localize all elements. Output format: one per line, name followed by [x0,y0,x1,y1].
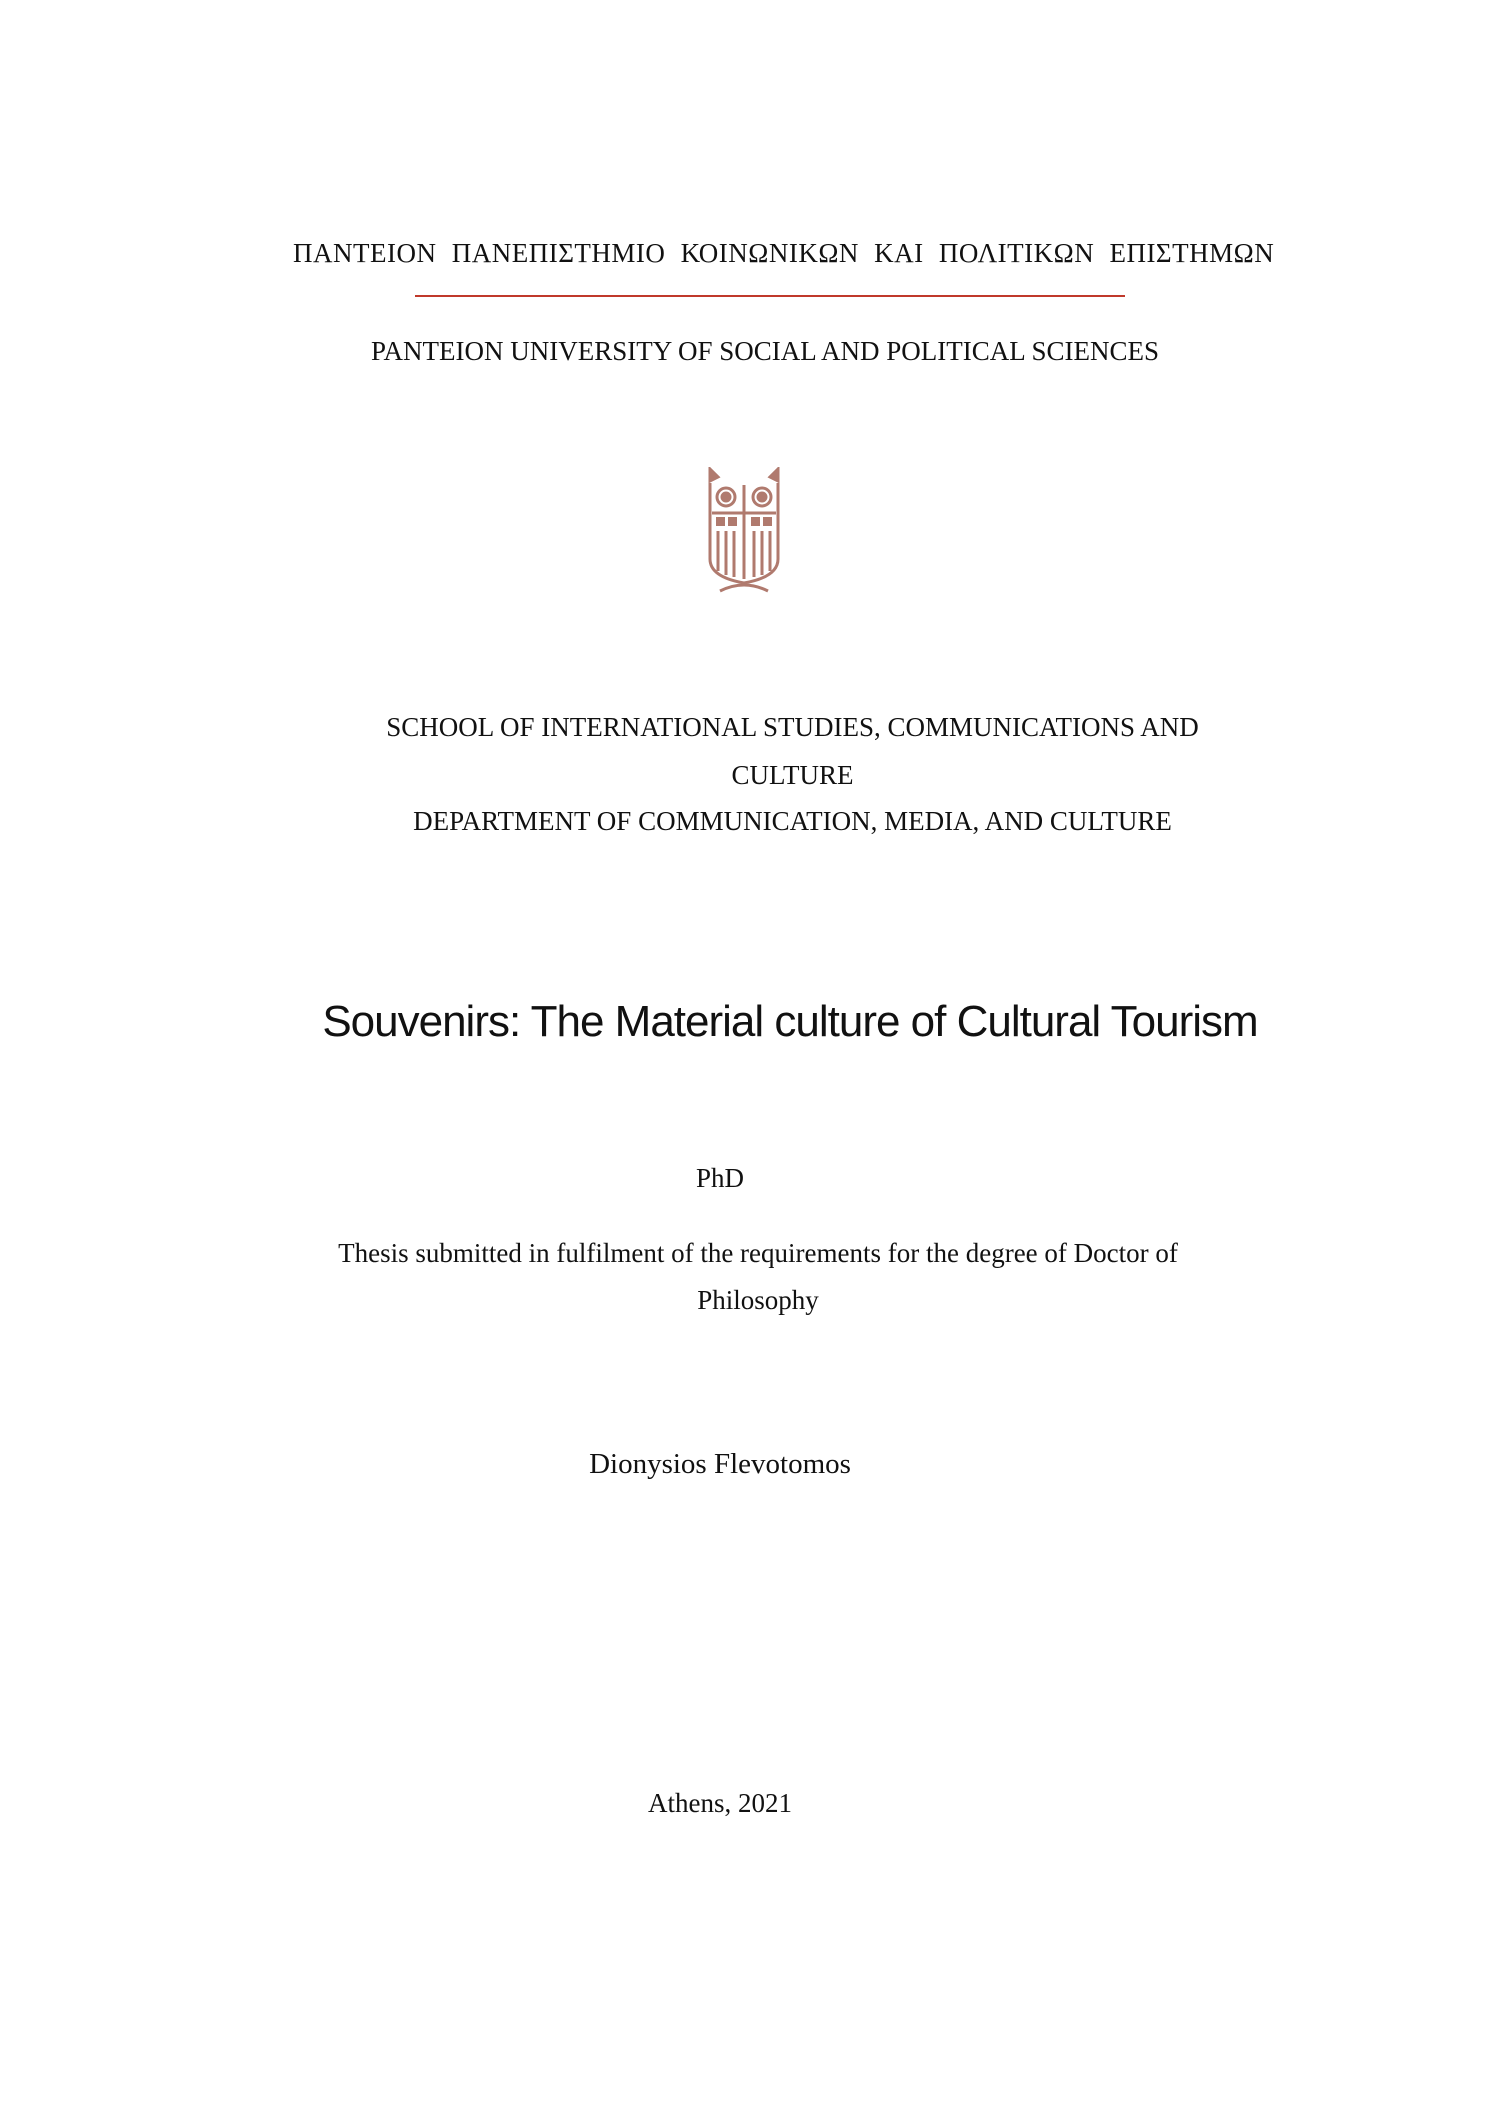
degree-label: PhD [695,1163,744,1193]
header-divider [415,295,1125,297]
school-name-line1: SCHOOL OF INTERNATIONAL STUDIES, COMMUNICATIONS AND [386,712,1199,742]
university-name-english: PANTEION UNIVERSITY OF SOCIAL AND POLITICAL SCIENCES [370,336,1160,366]
submission-statement-line2: Philosophy [697,1285,819,1315]
thesis-title: Souvenirs: The Material culture of Cultural Tourism [322,997,1258,1046]
university-name-greek: ΠΑΝΤΕΙΟΝ ΠΑΝΕΠΙΣΤΗΜΙΟ ΚΟΙΝΩΝΙΚΩΝ ΚΑΙ ΠΟΛΙΤΙΚΩΝ ΕΠΙΣΤΗΜΩΝ [293,238,1275,268]
submission-statement-line1: Thesis submitted in fulfilment of the requirements for the degree of Doctor of [338,1238,1178,1268]
place-and-date: Athens, 2021 [648,1788,792,1818]
school-name-line2: CULTURE [731,760,854,790]
author-name: Dionysios Flevotomos [589,1448,851,1480]
department-name: DEPARTMENT OF COMMUNICATION, MEDIA, AND CULTURE [413,806,1172,836]
university-crest-icon [706,467,782,595]
